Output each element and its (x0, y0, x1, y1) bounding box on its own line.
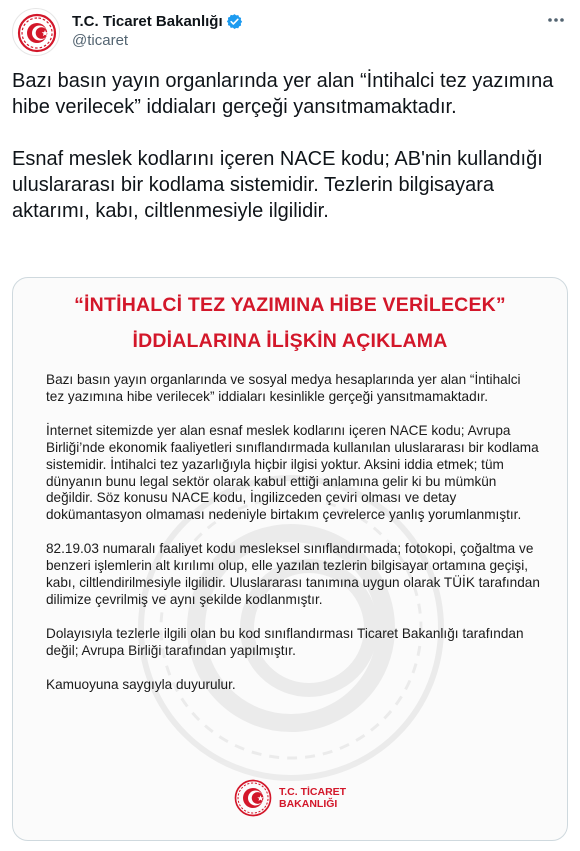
statement-body (46, 372, 541, 711)
tweet-media-image[interactable] (12, 277, 568, 841)
account-avatar[interactable] (12, 8, 60, 56)
tweet-header (12, 8, 568, 56)
statement-title-line-2: İDDİALARINA İLİŞKİN AÇIKLAMA (132, 330, 448, 352)
statement-paragraph: Dolayısıyla tezlerle ilgili olan bu kod sınıflandırması Ticaret Bakanlığı tarafından değil; Avrupa Birliği tarafından yapılmıştır. (46, 625, 524, 658)
ministry-logo-icon (13, 9, 60, 56)
statement-paragraph: 82.19.03 numaralı faaliyet kodu mesleksel sınıflandırmada; fotokopi, çoğaltma ve benzeri işlemlerin alt kırılımı olup, elle yazılan tezlerin bilgisayar ortamına geçişi, kabı, ciltlendirilmesiyle ilgilidir. Uluslararası tanımına uygun olarak TÜİK tarafından dilimize çevrilmiş ve aynı şekilde kodlanmıştır. (46, 541, 540, 607)
account-display-name[interactable]: T.C. Ticaret Bakanlığı (72, 12, 223, 30)
statement-title-line-1: “İNTİHALCİ TEZ YAZIMINA HİBE VERİLECEK” (74, 294, 506, 316)
tweet-paragraph: Esnaf meslek kodlarını içeren NACE kodu; AB'nin kullandığı uluslararası bir kodlama sistemidir. Tezlerin bilgisayara aktarımı, kabı, ciltlenmesiyle ilgilidir. (12, 148, 543, 222)
tweet-paragraph: Bazı basın yayın organlarında yer alan “İntihalci tez yazımına hibe verilecek” iddiaları gerçeği yansıtmamaktadır. (12, 70, 554, 118)
seal-text-line-2: BAKANLIĞI (279, 798, 338, 810)
account-handle[interactable]: @ticaret (72, 32, 129, 49)
statement-paragraph: İnternet sitemizde yer alan esnaf meslek kodlarını içeren NACE kodu; Avrupa Birliği’nde ekonomik faaliyetleri sınıflandırmada kullanılan uluslararası bir kodlama sistemidir. İntihalci tez yazarlığıyla hiçbir ilgisi yoktur. Aksini iddia etmek; tüm dünyanın bunu legal sektör olarak kabul ettiği anlamına gelir ki bu mümkün değildir. Söz konusu NACE kodu, İngilizceden çeviri olması ve detay dokümantasyon olmaması nedeniyle birtakım çevrelerce yanlış yorumlanmıştır. (46, 422, 539, 523)
statement-paragraph: Bazı basın yayın organlarında ve sosyal medya hesaplarında yer alan “İntihalci tez yazımına hibe verilecek” iddiaları kesinlikle gerçeği yansıtmamaktadır. (46, 372, 521, 404)
ministry-seal-icon (233, 778, 273, 818)
seal-text-line-1: T.C. TİCARET (279, 786, 347, 798)
ministry-seal (233, 778, 346, 818)
more-options-icon[interactable] (546, 10, 566, 30)
tweet-text (12, 68, 568, 224)
statement-paragraph: Kamuoyuna saygıyla duyurulur. (46, 676, 236, 692)
verified-badge-icon (226, 13, 243, 30)
